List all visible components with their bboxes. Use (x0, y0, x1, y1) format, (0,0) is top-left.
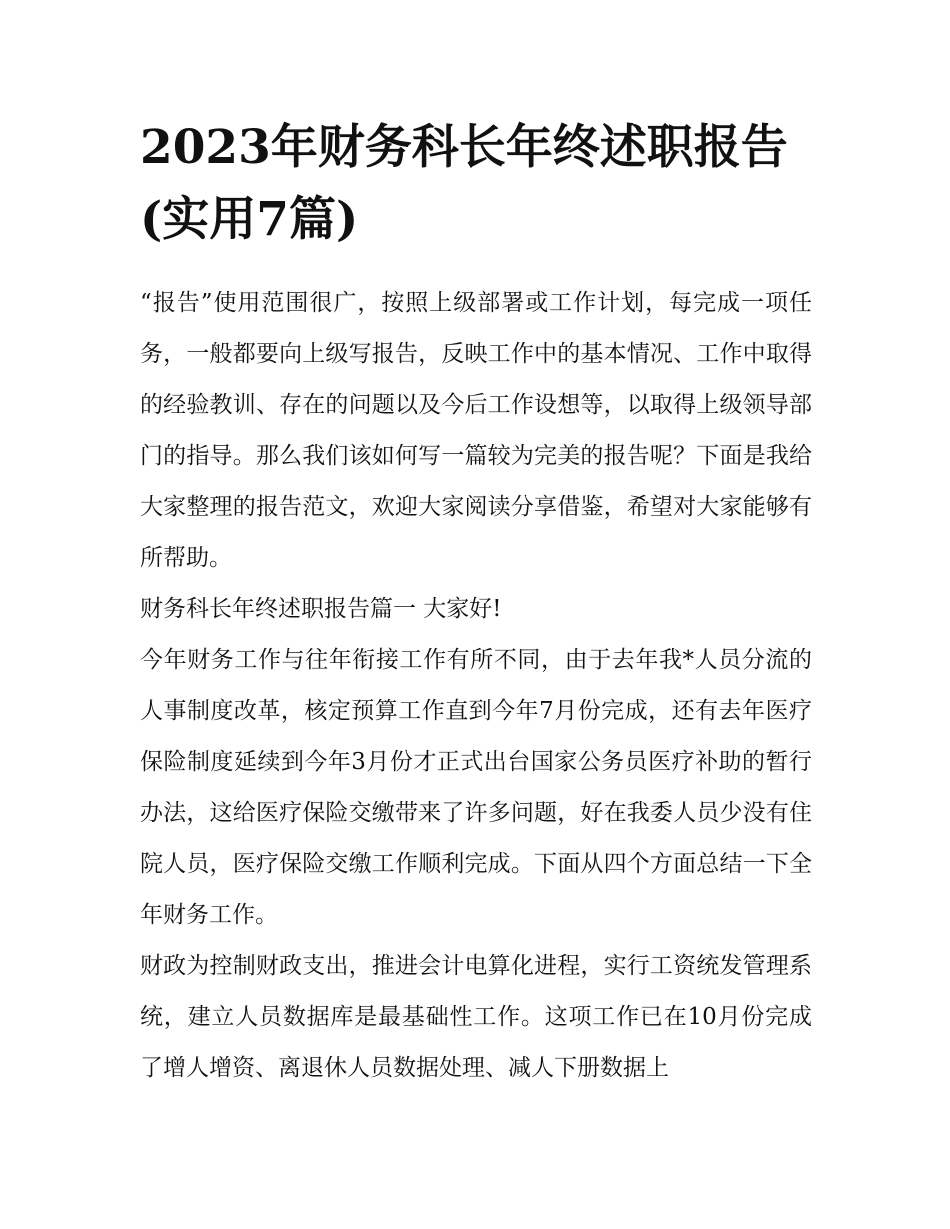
body-paragraph: 财政为控制财政支出，推进会计电算化进程，实行工资统发管理系统，建立人员数据库是最基础性工作。这项工作已在10月份完成了增人增资、离退休人员数据处理、减人下册数据上 (140, 953, 812, 1081)
document-page (140, 112, 812, 1094)
body-paragraph: 今年财务工作与往年衔接工作有所不同，由于去年我*人员分流的人事制度改革，核定预算工作直到今年7月份完成，还有去年医疗保险制度延续到今年3月份才正式出台国家公务员医疗补助的暂行办法，这给医疗保险交缴带来了许多问题，好在我委人员少没有住院人员，医疗保险交缴工作顺利完成。下面从四个方面总结一下全年财务工作。 (140, 647, 812, 928)
intro-paragraph: “报告”使用范围很广，按照上级部署或工作计划，每完成一项任务，一般都要向上级写报告，反映工作中的基本情况、工作中取得的经验教训、存在的问题以及今后工作设想等，以取得上级领导部门的指导。那么我们该如何写一篇较为完美的报告呢？下面是我给大家整理的报告范文，欢迎大家阅读分享借鉴，希望对大家能够有所帮助。 (140, 290, 812, 571)
section-heading-paragraph: 财务科长年终述职报告篇一 大家好! (140, 596, 502, 622)
document-title: 2023年财务科长年终述职报告(实用7篇) (140, 120, 788, 247)
